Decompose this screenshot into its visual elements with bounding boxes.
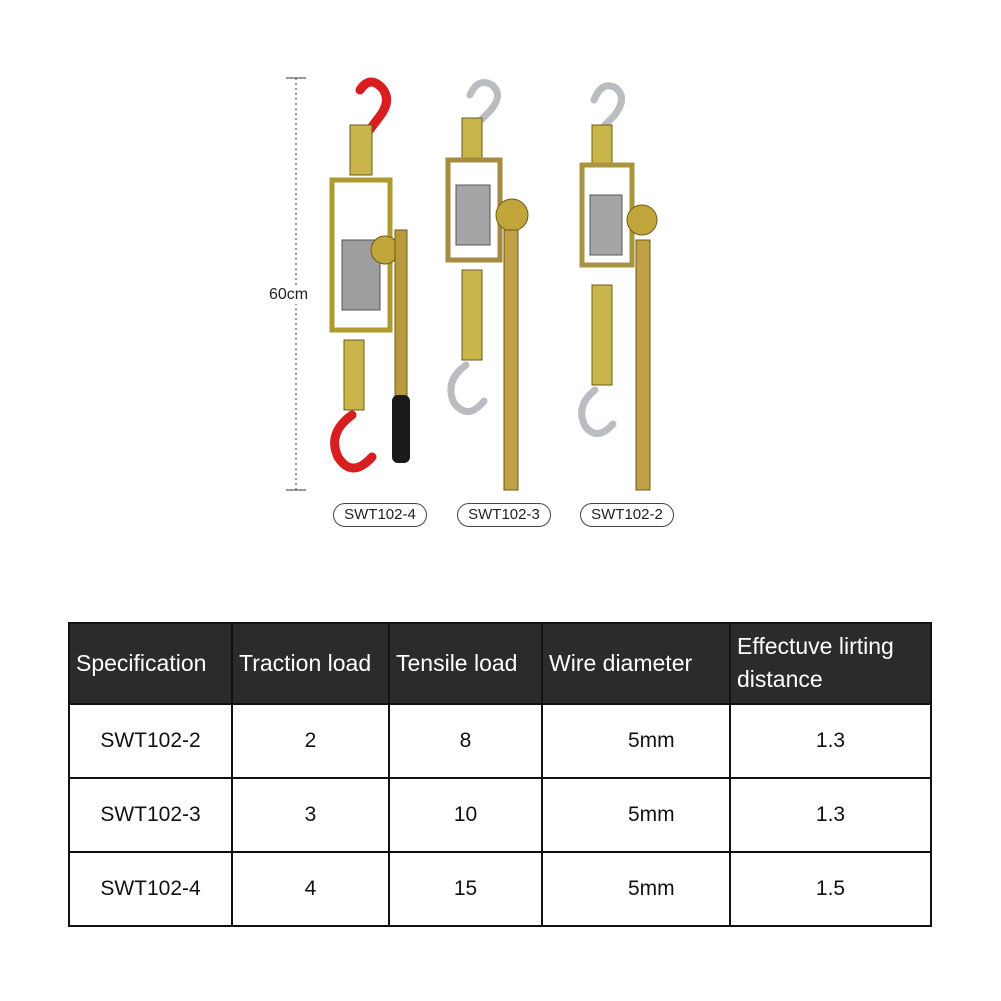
cell-lifting-distance: 1.3	[730, 704, 931, 778]
cell-wire-diameter: 5mm	[542, 778, 730, 852]
cell-specification: SWT102-2	[69, 704, 232, 778]
specification-table	[68, 622, 932, 927]
cell-lifting-distance: 1.3	[730, 778, 931, 852]
header-traction-load: Traction load	[232, 623, 389, 704]
puller-swt102-3	[448, 83, 528, 490]
cell-wire-diameter: 5mm	[542, 852, 730, 926]
cell-tensile-load: 10	[389, 778, 542, 852]
header-lifting-distance: Effectuve lirting distance	[730, 623, 931, 704]
header-wire-diameter: Wire diameter	[542, 623, 730, 704]
cell-traction-load: 4	[232, 852, 389, 926]
header-specification: Specification	[69, 623, 232, 704]
cell-wire-diameter: 5mm	[542, 704, 730, 778]
cell-tensile-load: 8	[389, 704, 542, 778]
cell-specification: SWT102-3	[69, 778, 232, 852]
cell-tensile-load: 15	[389, 852, 542, 926]
table-row	[69, 704, 931, 778]
table-row	[69, 778, 931, 852]
table-row	[69, 852, 931, 926]
cell-traction-load: 3	[232, 778, 389, 852]
model-label: SWT102-4	[333, 503, 427, 527]
model-label: SWT102-3	[457, 503, 551, 527]
puller-swt102-4	[332, 82, 410, 468]
cell-specification: SWT102-4	[69, 852, 232, 926]
puller-swt102-2	[582, 86, 657, 490]
cell-traction-load: 2	[232, 704, 389, 778]
table-header-row	[69, 623, 931, 704]
cell-lifting-distance: 1.5	[730, 852, 931, 926]
height-dimension-line	[286, 78, 306, 490]
height-dimension-label: 60cm	[269, 286, 309, 303]
header-tensile-load: Tensile load	[389, 623, 542, 704]
model-label: SWT102-2	[580, 503, 674, 527]
